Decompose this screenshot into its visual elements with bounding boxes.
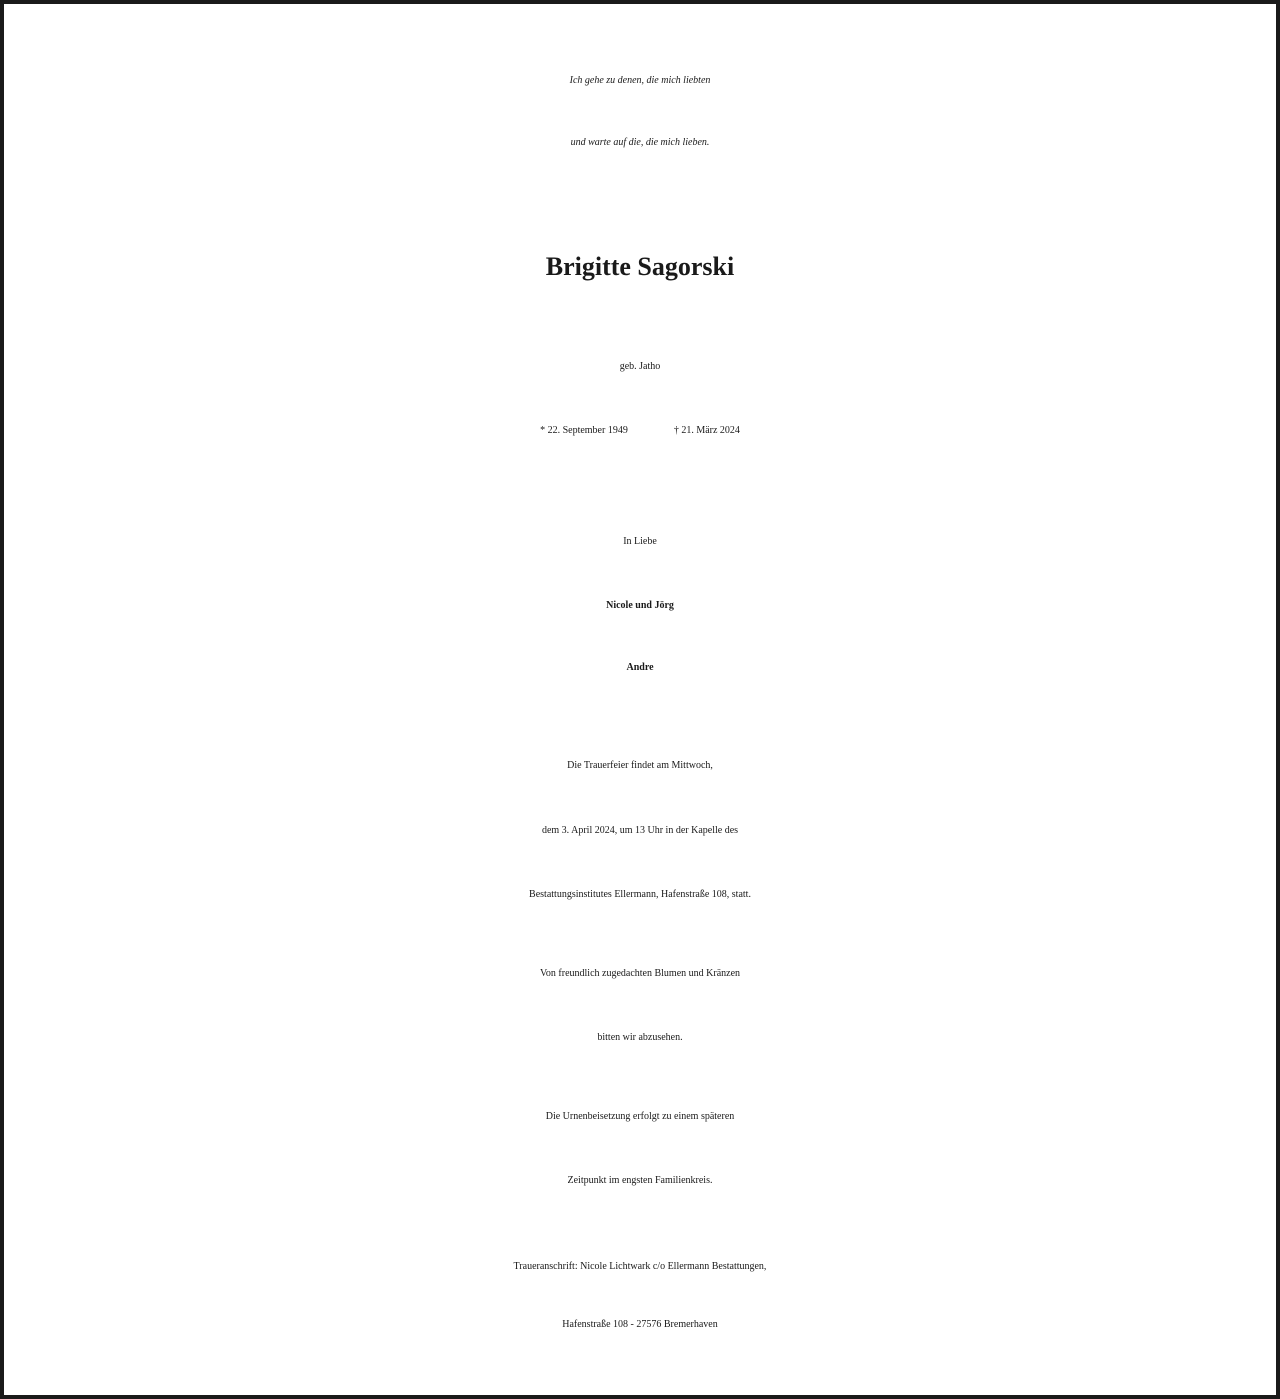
maiden-name: geb. Jatho [619,361,661,372]
ceremony-line-2: dem 3. April 2024, um 13 Uhr in der Kapelle des [541,825,739,836]
ceremony-line-3: Bestattungsinstitutes Ellermann, Hafenstraße 108, statt. [529,889,751,900]
birth-date: * 22. September 1949 [540,425,628,436]
flowers-line-1: Von freundlich zugedachten Blumen und Kränzen [539,968,741,979]
flowers-line-2: bitten wir abzusehen. [597,1032,683,1043]
address-line-1: Traueranschrift: Nicole Lichtwark c/o Ellermann Bestattungen, [513,1261,767,1272]
death-date: † 21. März 2024 [673,425,740,436]
burial-line-2: Zeitpunkt im engsten Familienkreis. [567,1175,713,1186]
life-dates [4,426,1276,436]
burial-line-1: Die Urnenbeisetzung erfolgt zu einem späteren [545,1111,735,1122]
quote-line-1: Ich gehe zu denen, die mich liebten [569,75,711,86]
mourners-intro: In Liebe [623,536,657,547]
ceremony-line-1: Die Trauerfeier findet am Mittwoch, [567,760,713,771]
mourners-line-1: Nicole und Jörg [606,600,674,611]
mourners-line-2: Andre [626,662,654,673]
address-line-2: Hafenstraße 108 - 27576 Bremerhaven [562,1319,718,1330]
deceased-name: Brigitte Sagorski [545,252,735,281]
quote-line-2: und warte auf die, die mich lieben. [570,137,710,148]
